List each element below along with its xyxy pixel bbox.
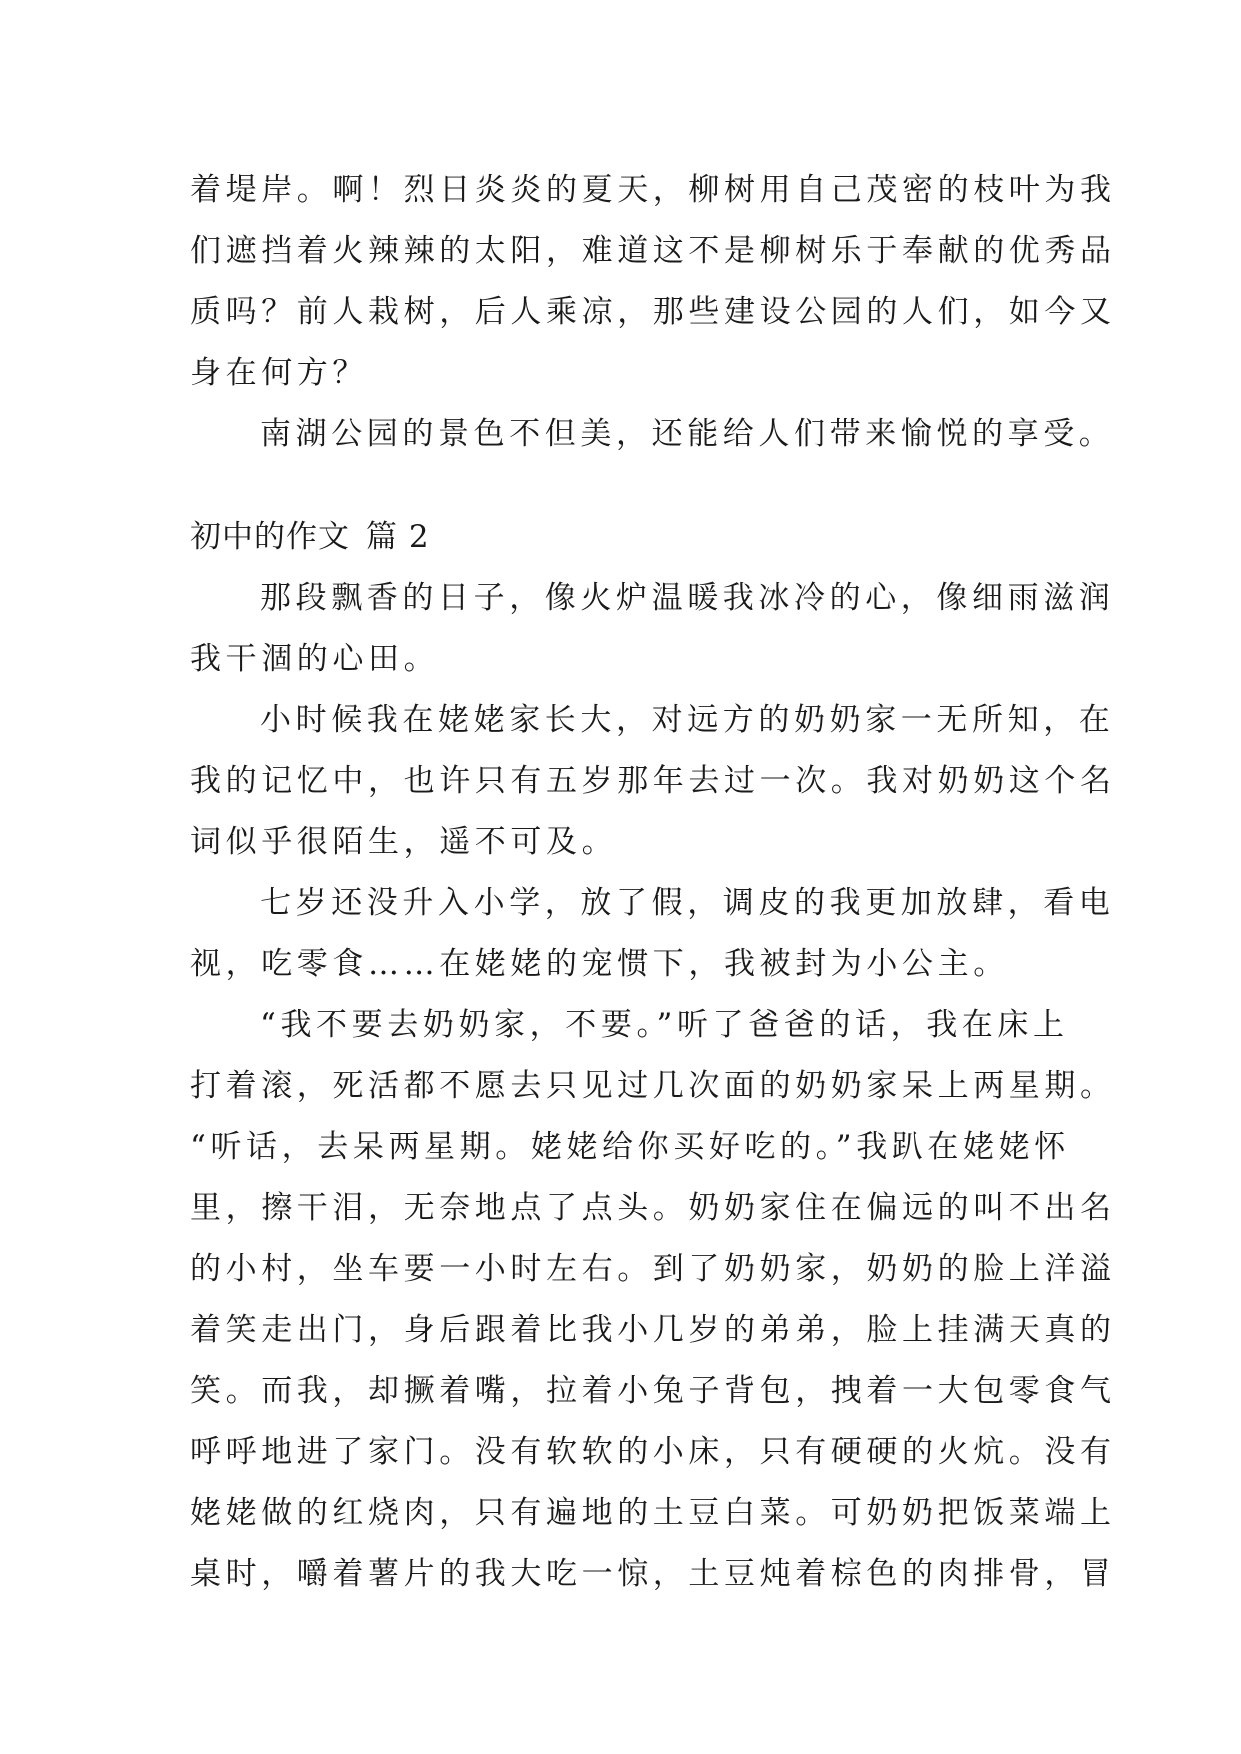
- section-label: 篇 2: [366, 519, 430, 555]
- text-line: 里，擦干泪，无奈地点了点头。奶奶家住在偏远的叫不出名: [190, 1190, 1116, 1226]
- section-heading: [190, 507, 1070, 568]
- text-line: 我干涸的心田。: [190, 641, 440, 677]
- essay-paragraph: [190, 995, 1116, 1605]
- text-line: 打着滚，死活都不愿去只见过几次面的奶奶家呆上两星期。: [190, 1068, 1116, 1104]
- text-line: 着笑走出门，身后跟着比我小几岁的弟弟，脸上挂满天真的: [190, 1312, 1116, 1348]
- text-line: 呼呼地进了家门。没有软软的小床，只有硬硬的火炕。没有: [190, 1434, 1116, 1470]
- text-line: 质吗？前人栽树，后人乘凉，那些建设公园的人们，如今又: [190, 294, 1116, 330]
- text-line: 七岁还没升入小学，放了假，调皮的我更加放肆，看电: [260, 885, 1115, 921]
- text-line: “听话，去呆两星期。姥姥给你买好吃的。”我趴在姥姥怀: [190, 1129, 1070, 1165]
- section-title: 初中的作文: [190, 519, 350, 555]
- text-line: 视，吃零食……在姥姥的宠惯下，我被封为小公主。: [190, 946, 1009, 982]
- text-line: 着堤岸。啊！烈日炎炎的夏天，柳树用自己茂密的枝叶为我: [190, 172, 1116, 208]
- text-line: 笑。而我，却撅着嘴，拉着小兔子背包，拽着一大包零食气: [190, 1373, 1116, 1409]
- text-line: 姥姥做的红烧肉，只有遍地的土豆白菜。可奶奶把饭菜端上: [190, 1495, 1116, 1531]
- text-line: 那段飘香的日子，像火炉温暖我冰冷的心，像细雨滋润: [260, 580, 1115, 616]
- essay-continuation: [190, 160, 1116, 465]
- text-line: 身在何方？: [190, 355, 368, 391]
- text-line: 们遮挡着火辣辣的太阳，难道这不是柳树乐于奉献的优秀品: [190, 233, 1116, 269]
- text-line: 的小村，坐车要一小时左右。到了奶奶家，奶奶的脸上洋溢: [190, 1251, 1116, 1287]
- document-body: [190, 160, 1116, 1605]
- essay-paragraph: [190, 568, 1115, 690]
- text-line: 我的记忆中，也许只有五岁那年去过一次。我对奶奶这个名: [190, 763, 1116, 799]
- essay-paragraph: [190, 873, 1115, 995]
- text-line: 桌时，嚼着薯片的我大吃一惊，土豆炖着棕色的肉排骨，冒: [190, 1556, 1116, 1592]
- text-line: “我不要去奶奶家，不要。”听了爸爸的话，我在床上: [260, 1007, 1069, 1043]
- text-line: 小时候我在姥姥家长大，对远方的奶奶家一无所知，在: [260, 702, 1115, 738]
- essay-paragraph: [190, 690, 1116, 873]
- closing-sentence: 南湖公园的景色不但美，还能给人们带来愉悦的享受。: [260, 416, 1115, 452]
- text-line: 词似乎很陌生，遥不可及。: [190, 824, 618, 860]
